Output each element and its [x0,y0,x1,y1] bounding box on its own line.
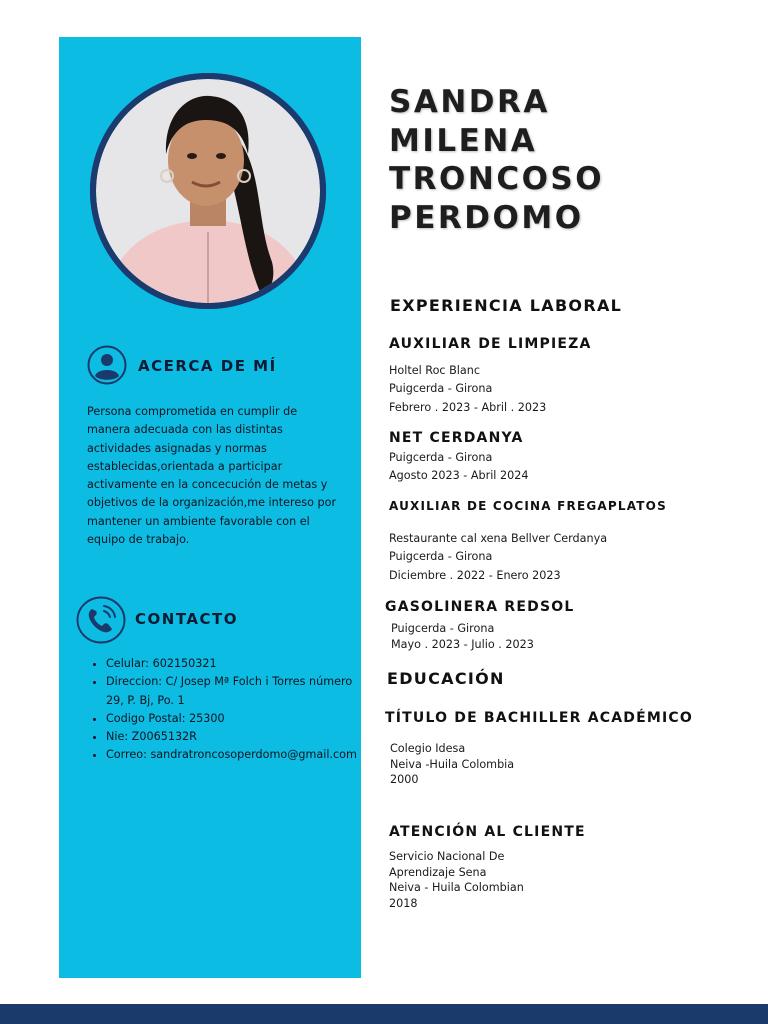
about-text: Persona comprometida en cumplir de manera adecuada con las distintas actividades asignadas y normas establecidas,orientada a participar activamente en la concecución de metas y objetivos de la organización,me intereso por mantener un ambiente favorable con el equipo de trabajo. [87,405,337,547]
education-title: ATENCIÓN AL CLIENTE [389,824,586,840]
job-dates: Agosto 2023 - Abril 2024 [389,469,529,483]
contact-postal-code: • Codigo Postal: 25300 [106,710,371,728]
contact-email: • Correo: sandratroncosoperdomo@gmail.com [106,746,371,764]
job-dates: Febrero . 2023 - Abril . 2023 [389,400,547,414]
experience-heading: EXPERIENCIA LABORAL [390,296,623,315]
education-details [390,741,514,788]
job-location: Puigcerda - Girona [391,622,495,635]
job-title: GASOLINERA REDSOL [385,599,575,615]
job-details [389,530,607,585]
name-line: SANDRA [389,84,550,120]
contact-heading: CONTACTO [135,610,238,628]
job-location: Puigcerda - Girona [389,451,493,464]
education-school: Colegio Idesa [390,742,466,755]
job-title: AUXILIAR DE LIMPIEZA [389,336,592,352]
job-dates: Mayo . 2023 - Julio . 2023 [391,637,534,651]
education-year: 2000 [390,773,419,787]
job-title: NET CERDANYA [389,430,524,446]
phone-icon [76,596,126,644]
job-dates: Diciembre . 2022 - Enero 2023 [389,568,561,582]
education-year: 2018 [389,897,418,911]
name-line: TRONCOSO [389,161,605,197]
job-employer: Restaurante cal xena Bellver Cerdanya [389,532,608,545]
contact-address: • Direccion: C/ Josep Mª Folch i Torres número 29, P. Bj, Po. 1 [106,673,371,710]
footer-bar [0,1004,768,1024]
education-heading: EDUCACIÓN [387,669,505,688]
job-employer: Holtel Roc Blanc [389,364,481,377]
job-details [391,621,534,652]
education-details [389,849,524,912]
contact-phone: • Celular: 602150321 [106,655,371,673]
about-heading: ACERCA DE MÍ [138,357,277,375]
user-icon [87,345,127,385]
full-name [389,83,604,237]
contact-nie: • Nie: Z0065132R [106,728,371,746]
education-location: Neiva -Huila Colombia [390,757,515,771]
job-details [389,362,546,417]
contact-list [87,655,371,765]
name-line: PERDOMO [389,199,584,236]
education-location: Neiva - Huila Colombian [389,881,524,895]
name-line: MILENA [389,122,538,159]
job-location: Puigcerda - Girona [389,550,493,564]
job-location: Puigcerda - Girona [389,382,493,396]
job-details [389,449,528,486]
education-school: Servicio Nacional De [389,850,505,863]
education-title: TÍTULO DE BACHILLER ACADÉMICO [385,710,693,726]
education-school: Aprendizaje Sena [389,865,487,879]
job-title: AUXILIAR DE COCINA FREGAPLATOS [389,499,667,513]
profile-photo [82,72,334,310]
